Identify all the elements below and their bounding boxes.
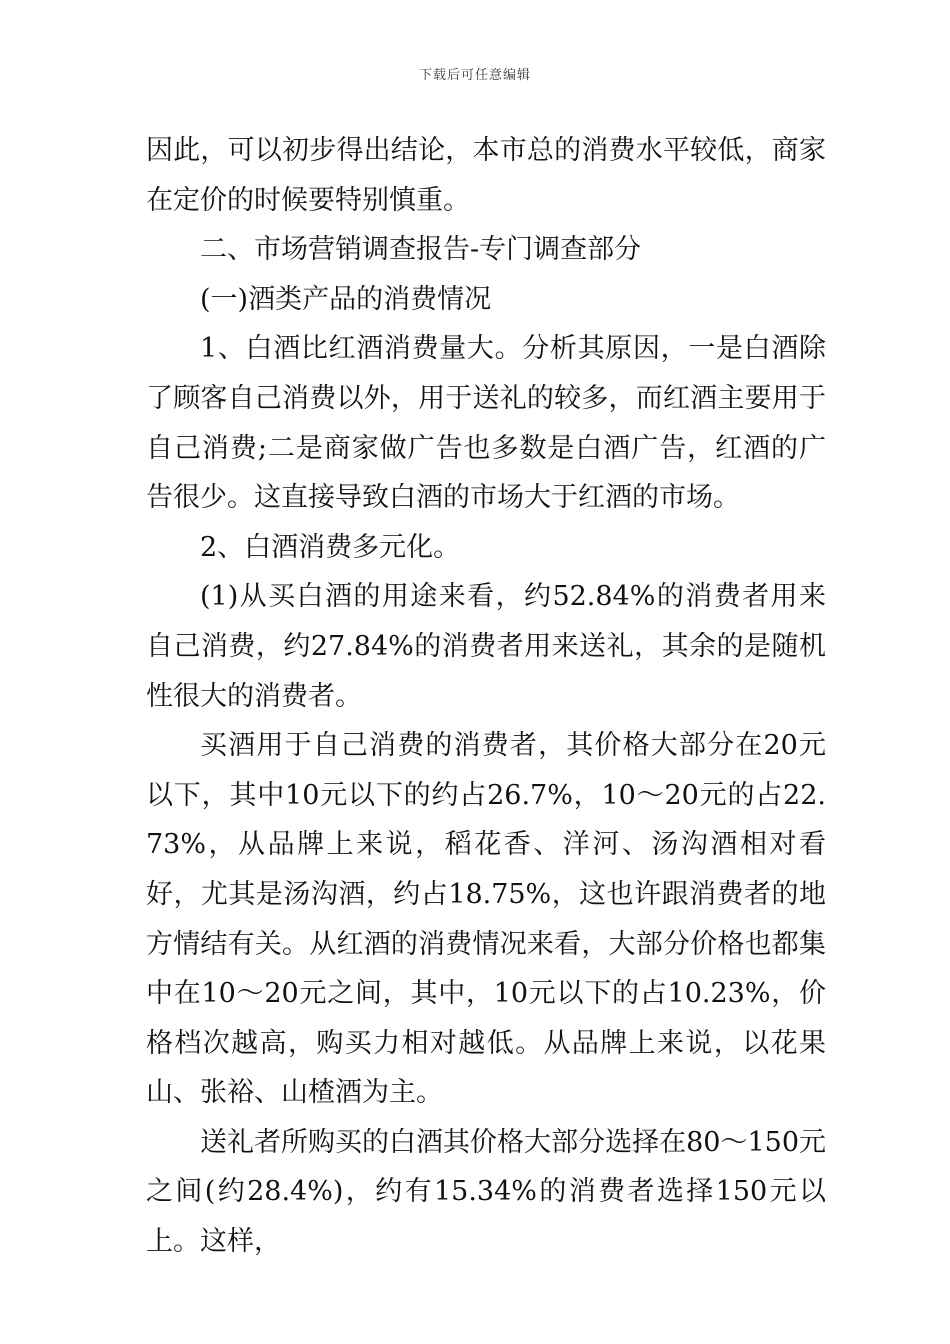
paragraph-point-1: 1、白酒比红酒消费量大。分析其原因，一是白酒除了顾客自己消费以外，用于送礼的较多，而红酒主要用于自己消费;二是商家做广告也多数是白酒广告，红酒的广告很少。这直接导致白酒的市场大于红酒的市场。 bbox=[146, 333, 826, 514]
paragraph-conclusion: 因此，可以初步得出结论，本市总的消费水平较低，商家在定价的时候要特别慎重。 bbox=[146, 135, 826, 216]
paragraph-self-consumption: 买酒用于自己消费的消费者，其价格大部分在20元以下，其中10元以下的约占26.7%，10～20元的占22.73%，从品牌上来说，稻花香、洋河、汤沟酒相对看好，尤其是汤沟酒，约占18.75%，这也许跟消费者的地方情结有关。从红酒的消费情况来看，大部分价格也都集中在10～20元之间，其中，10元以下的占10.23%，价格档次越高，购买力相对越低。从品牌上来说，以花果山、张裕、山楂酒为主。 bbox=[146, 730, 826, 1109]
section-heading: 二、市场营销调查报告-专门调查部分 bbox=[200, 234, 642, 266]
page-header: 下载后可任意编辑 bbox=[418, 68, 531, 83]
document-body bbox=[146, 126, 826, 1267]
paragraph-gift-buyers: 送礼者所购买的白酒其价格大部分选择在80～150元之间(约28.4%)，约有15.34%的消费者选择150元以上。这样， bbox=[146, 1126, 826, 1258]
subsection-heading: (一)酒类产品的消费情况 bbox=[200, 283, 492, 315]
paragraph-usage: (1)从买白酒的用途来看，约52.84%的消费者用来自己消费，约27.84%的消费者用来送礼，其余的是随机性很大的消费者。 bbox=[146, 581, 826, 712]
paragraph-point-2: 2、白酒消费多元化。 bbox=[200, 531, 461, 563]
